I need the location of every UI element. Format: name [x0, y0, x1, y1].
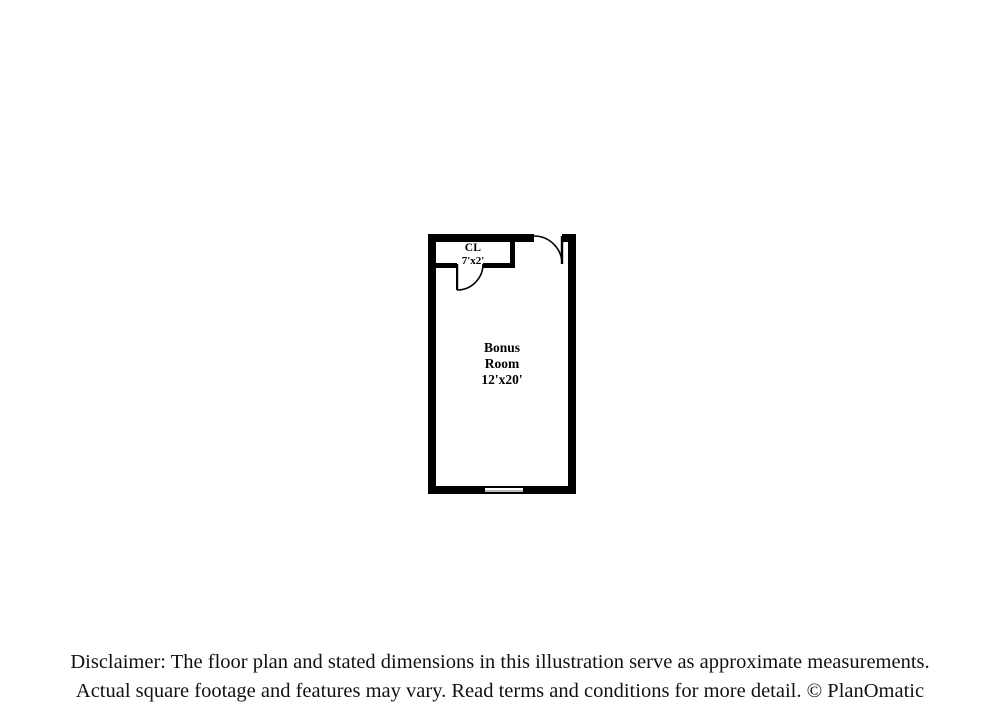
- closet-label: [436, 242, 510, 267]
- bonus-room-name-line2: Room: [484, 355, 520, 371]
- entry-door-swing-icon: [532, 234, 568, 268]
- wall-right: [568, 234, 576, 494]
- window-glazing-line: [485, 490, 523, 492]
- closet-name: CL: [464, 242, 482, 254]
- window-icon: [485, 486, 523, 494]
- wall-left: [428, 234, 436, 494]
- bonus-room-dimensions: 12'x20': [481, 371, 523, 387]
- closet-door-swing-icon: [456, 263, 486, 293]
- disclaimer-line-1: Disclaimer: The floor plan and stated dimensions in this illustration serve as approximate measurements.: [70, 651, 930, 673]
- disclaimer-line-2: Actual square footage and features may vary. Read terms and conditions for more detail. © PlanOmatic: [75, 680, 925, 703]
- bonus-room-label: [436, 340, 568, 388]
- closet-dimensions: 7'x2': [461, 254, 485, 267]
- floor-plan-drawing: [428, 234, 576, 494]
- bonus-room-name-line1: Bonus: [483, 340, 521, 355]
- disclaimer-text: [0, 648, 1000, 706]
